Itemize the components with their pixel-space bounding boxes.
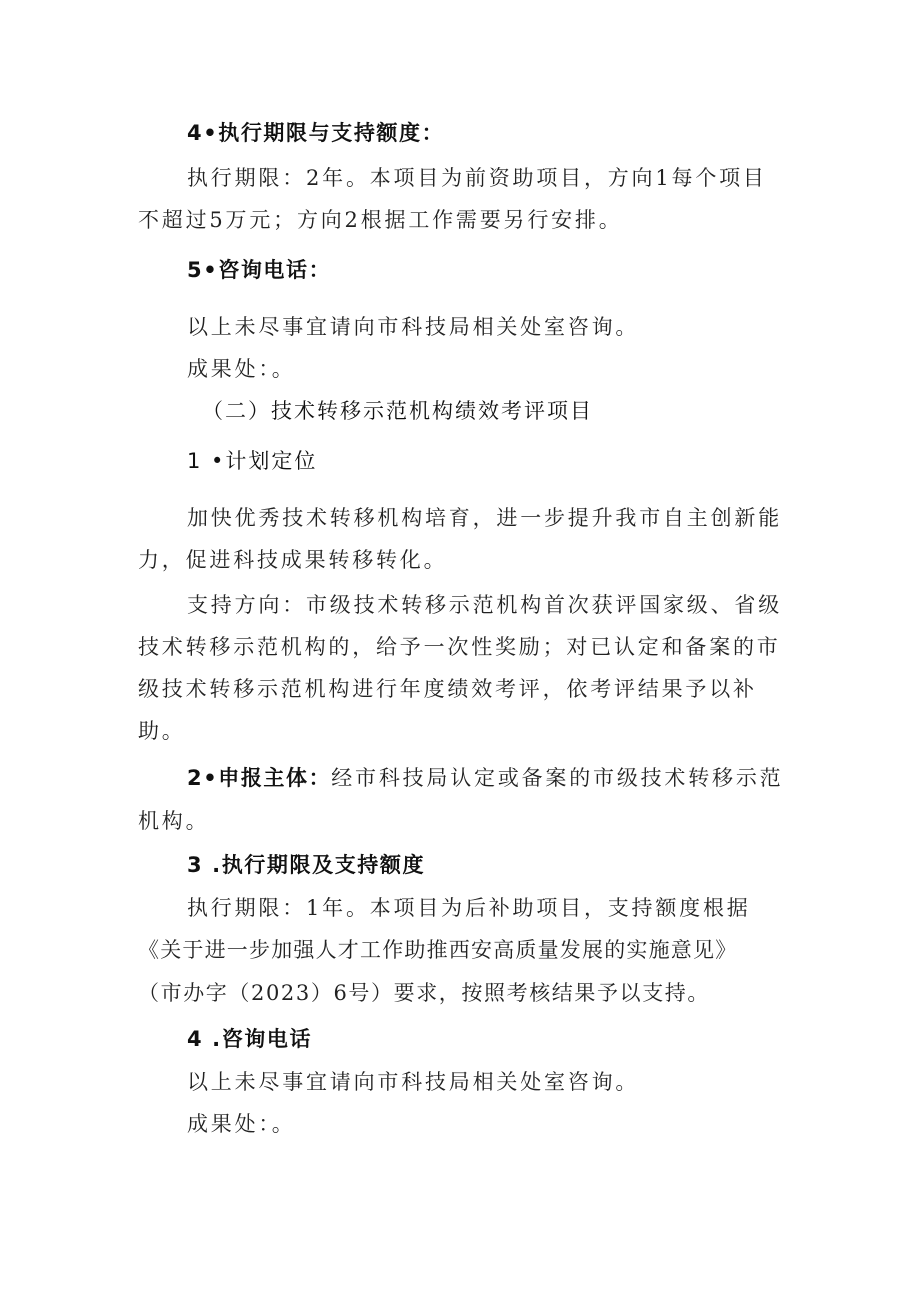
item-4-heading: 4 .咨询电话 [187,1027,313,1051]
item-2-label: 2•申报主体： [187,766,332,790]
item-3-line-2: 《关于进一步加强人才工作助推西安高质量发展的实施意见》 [138,938,738,962]
section-5-line-2: 成果处：。 [187,357,296,381]
section-5-heading: 5•咨询电话： [187,258,332,282]
item-1-heading: 1 •计划定位 [187,449,318,473]
item-1-line-4: 技术转移示范机构的，给予一次性奖励；对已认定和备案的市 [138,635,781,659]
item-1-line-2: 力，促进科技成果转移转化。 [138,548,448,572]
section-5-line-1: 以上未尽事宜请向市科技局相关处室咨询。 [187,315,640,339]
section-4-line-1: 执行期限：2年。本项目为前资助项目，方向1每个项目 [187,166,767,190]
item-1-line-3: 支持方向：市级技术转移示范机构首次获评国家级、省级 [187,593,782,617]
item-2-line-1 [187,763,783,793]
item-3-line-3: （市办字（2023）6号）要求，按照考核结果予以支持。 [138,981,711,1005]
item-4-line-2: 成果处：。 [187,1112,296,1136]
item-3-line-1: 执行期限：1年。本项目为后补助项目，支持额度根据 [187,896,751,920]
item-1-line-6: 助。 [138,719,186,743]
section-4-line-2: 不超过5万元；方向2根据工作需要另行安排。 [138,208,623,232]
part-2-heading: （二）技术转移示范机构绩效考评项目 [202,399,593,423]
item-2-line-2: 机构。 [138,809,210,833]
item-1-line-5: 级技术转移示范机构进行年度绩效考评，依考评结果予以补 [138,677,757,701]
item-3-heading: 3 .执行期限及支持额度 [187,853,426,877]
section-4-heading: 4•执行期限与支持额度： [187,121,445,145]
item-1-line-1: 加快优秀技术转移机构培育，进一步提升我市自主创新能 [187,506,782,530]
item-2-line-1-text: 经市科技局认定或备案的市级技术转移示范 [331,766,784,790]
item-4-line-1: 以上未尽事宜请向市科技局相关处室咨询。 [187,1070,640,1094]
